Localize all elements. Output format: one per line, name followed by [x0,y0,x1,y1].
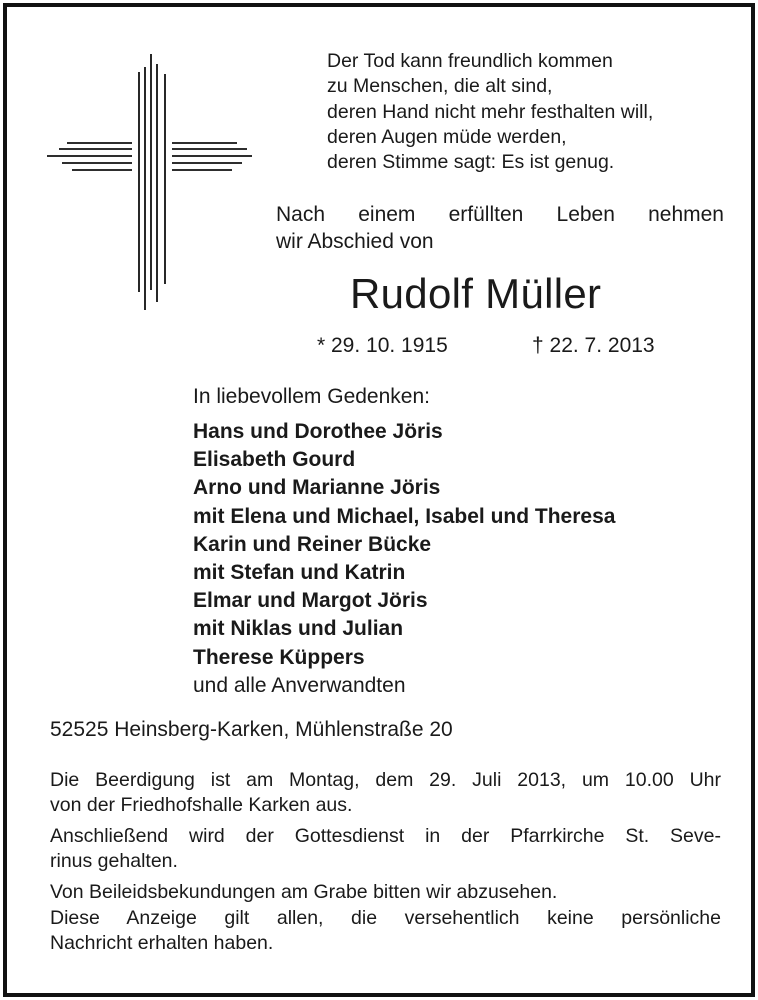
poem-line: deren Hand nicht mehr festhalten will, [327,100,654,123]
funeral-notice [50,768,721,817]
poem-line: zu Menschen, die alt sind, [327,75,553,98]
mourner-line: Therese Küppers [193,645,365,669]
intro-line: Nach einem erfüllten Leben nehmen [276,203,724,226]
birth-date: * 29. 10. 1915 [317,334,448,357]
poem-line: Der Tod kann freundlich kommen [327,50,613,72]
obituary-card [3,3,755,997]
service-notice [50,824,721,873]
condolence-notice [50,880,721,905]
notice-line: Diese Anzeige gilt allen, die versehentlich keine persönliche [50,907,721,929]
notice-line: Die Beerdigung ist am Montag, dem 29. Juli 2013, um 10.00 Uhr [50,769,721,791]
mourner-line: Elisabeth Gourd [193,448,356,472]
notice-line: von der Friedhofshalle Karken aus. [50,793,353,816]
death-date: † 22. 7. 2013 [532,334,655,357]
poem-line: deren Augen müde werden, [327,125,567,148]
notice-line: Nachricht erhalten haben. [50,931,274,954]
mourner-line: Elmar und Margot Jöris [193,589,428,613]
intro-line: wir Abschied von [276,230,434,253]
address: 52525 Heinsberg-Karken, Mühlenstraße 20 [50,718,453,741]
mourner-line: Karin und Reiner Bücke [193,532,432,556]
notice-line: Von Beileidsbekundungen am Grabe bitten wir abzusehen. [50,881,558,903]
relatives-line: und alle Anverwandten [193,674,406,697]
apology-notice [50,906,721,955]
mourner-line: mit Niklas und Julian [193,617,404,641]
mourner-line: mit Stefan und Katrin [193,561,406,585]
cross-icon [47,52,257,317]
mourner-line: Hans und Dorothee Jöris [193,420,443,443]
mourner-line: mit Elena und Michael, Isabel und Theresa [193,504,616,528]
poem [327,49,653,175]
deceased-name: Rudolf Müller [350,270,602,317]
notice-line: rinus gehalten. [50,849,178,872]
notice-line: Anschließend wird der Gottesdienst in der Pfarrkirche St. Seve- [50,825,721,847]
mourners-list [193,418,615,672]
intro-text [276,201,724,255]
memory-heading: In liebevollem Gedenken: [193,385,430,408]
mourner-line: Arno und Marianne Jöris [193,476,441,500]
poem-line: deren Stimme sagt: Es ist genug. [327,151,615,174]
